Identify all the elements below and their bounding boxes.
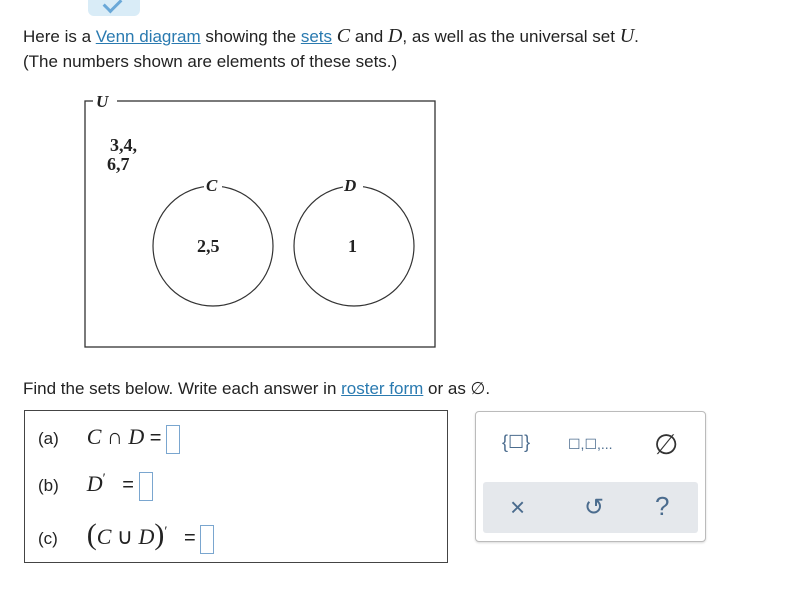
var-d: D [387,25,403,47]
set-c-label: C [206,176,218,195]
venn-diagram-link[interactable]: Venn diagram [95,27,201,46]
help-icon[interactable]: ? [655,491,670,521]
palette-action-bar [483,482,698,533]
outside-elements-line-2: 6,7 [107,154,130,174]
set-d-elements: 1 [348,236,357,256]
intro-line-2: (The numbers shown are elements of these sets.) [23,52,398,71]
intro-line-1: Here is a Venn diagram showing the sets C and D, as well as the universal set U. [23,25,639,47]
set-d-label: D [344,176,357,195]
question-b: (b) D′ = [38,471,153,501]
sets-link[interactable]: sets [300,27,333,46]
answer-c-input[interactable] [200,525,214,554]
clear-icon[interactable]: × [510,492,526,522]
list-template-button[interactable]: ☐,☐,... [568,436,613,452]
universal-set-label: U [96,92,109,111]
question-c: (c) (C ∪ D)′ = [38,518,214,554]
answer-b-input[interactable] [139,472,153,501]
set-c-elements: 2,5 [197,236,220,256]
outside-elements-line-1: 3,4, [110,135,137,155]
undo-icon[interactable]: ↺ [584,494,605,521]
empty-set-button[interactable]: ∅ [654,429,679,460]
set-braces-button[interactable]: {☐} [502,432,531,452]
question-b-label: (b) [38,476,59,495]
question-a-label: (a) [38,429,59,448]
question-c-label: (c) [38,529,58,548]
var-u: U [619,25,635,47]
answer-panel [24,410,448,563]
math-palette [475,411,706,542]
question-a: (a) C ∩ D = [38,424,180,454]
var-c: C [336,25,351,47]
instructions: Find the sets below. Write each answer in roster form or as ∅. [23,379,491,398]
roster-form-link[interactable]: roster form [341,379,424,398]
universal-set-rectangle [85,101,435,347]
answer-a-input[interactable] [166,425,180,454]
